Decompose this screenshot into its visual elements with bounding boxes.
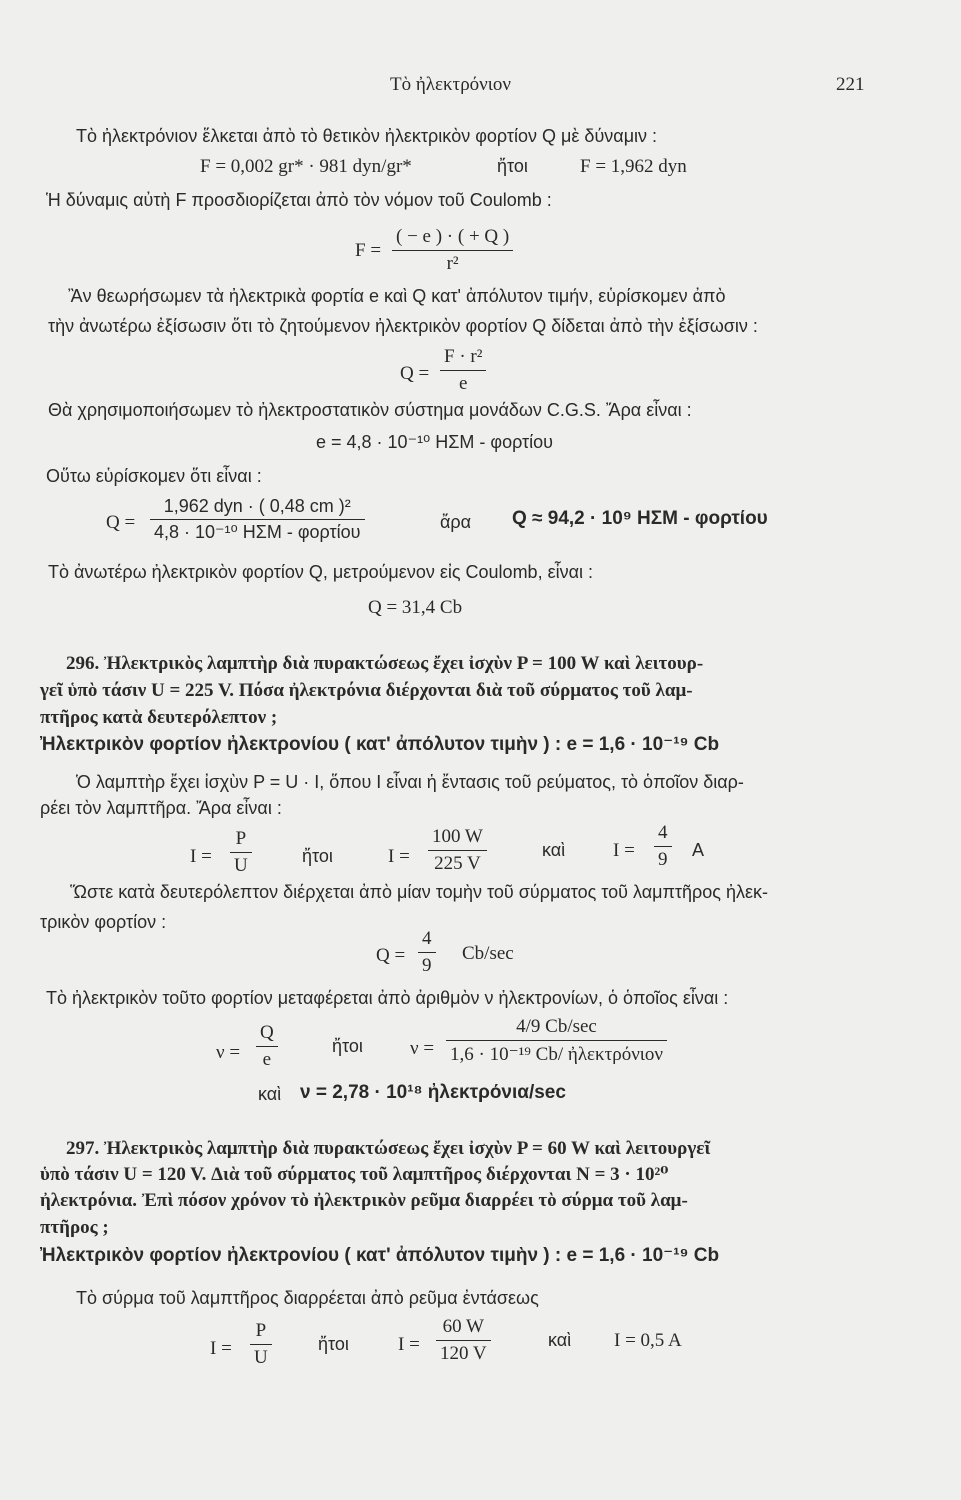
denominator: 225 V bbox=[434, 853, 481, 874]
denominator: e bbox=[262, 1049, 272, 1070]
numerator: Q bbox=[260, 1022, 274, 1043]
text-line: ρέει τὸν λαμπτῆρα. Ἄρα εἶναι : bbox=[40, 798, 282, 818]
equation-lhs: Q = bbox=[106, 512, 136, 533]
equation-lhs: Q = bbox=[376, 945, 406, 966]
fraction-i2 bbox=[436, 1316, 491, 1365]
problem-297-line: πτῆρος ; bbox=[40, 1217, 109, 1238]
result: ν = 2,78 · 10¹⁸ ἠλεκτρόνια/sec bbox=[300, 1082, 566, 1103]
fraction-coulomb bbox=[392, 226, 513, 275]
text-word: ἄρα bbox=[440, 512, 472, 532]
running-title: Τὸ ἠλεκτρόνιον bbox=[390, 74, 511, 95]
equation: F = 1,962 dyn bbox=[580, 156, 687, 177]
fraction-nu bbox=[256, 1022, 278, 1071]
equation: I = 0,5 A bbox=[614, 1330, 682, 1351]
text-word: καὶ bbox=[258, 1084, 282, 1104]
numerator: P bbox=[255, 1320, 267, 1341]
text-line: Θὰ χρησιμοποιήσωμεν τὸ ἠλεκτροστατικὸν σύστημα μονάδων C.G.S. Ἄρα εἶναι : bbox=[48, 400, 692, 420]
equation-lhs: I = bbox=[190, 846, 212, 867]
problem-297-given: Ἠλεκτρικὸν φορτίον ἠλεκτρονίου ( κατ' ἀπόλυτον τιμὴν ) : e = 1,6 · 10⁻¹⁹ Cb bbox=[40, 1245, 720, 1266]
denominator: e bbox=[458, 373, 468, 394]
numerator: 60 W bbox=[442, 1316, 484, 1337]
text-line: Οὕτω εὑρίσκομεν ὅτι εἶναι : bbox=[46, 466, 262, 486]
text-word: ἤτοι bbox=[497, 156, 528, 176]
equation: Q = 31,4 Cb bbox=[368, 597, 463, 618]
fraction-i3 bbox=[654, 822, 672, 871]
fraction-qq bbox=[418, 928, 436, 977]
numerator: 4 bbox=[658, 822, 668, 843]
denominator: 9 bbox=[422, 955, 432, 976]
numerator: P bbox=[235, 828, 247, 849]
text-word: καὶ bbox=[548, 1330, 572, 1350]
numerator: 1,962 dyn · ( 0,48 cm )² bbox=[163, 496, 351, 516]
equation-lhs: ν = bbox=[410, 1038, 435, 1059]
page-number: 221 bbox=[836, 74, 865, 95]
text-word: ἤτοι bbox=[332, 1036, 363, 1056]
problem-296-given: Ἠλεκτρικὸν φορτίον ἠλεκτρονίου ( κατ' ἀπόλυτον τιμὴν ) : e = 1,6 · 10⁻¹⁹ Cb bbox=[40, 734, 720, 755]
numerator: ( − e ) · ( + Q ) bbox=[396, 226, 510, 247]
text-line: Τὸ ἀνωτέρω ἠλεκτρικὸν φορτίον Q, μετρούμενον εἰς Coulomb, εἶναι : bbox=[48, 562, 594, 582]
equation-lhs: ν = bbox=[216, 1042, 241, 1063]
denominator: 1,6 · 10⁻¹⁹ Cb/ ἠλεκτρόνιον bbox=[450, 1044, 663, 1065]
numerator: 4 bbox=[422, 928, 432, 949]
unit: A bbox=[692, 840, 705, 860]
equation: F = 0,002 gr* · 981 dyn/gr* bbox=[200, 156, 412, 177]
text-word: ἤτοι bbox=[318, 1334, 349, 1354]
fraction-i bbox=[250, 1320, 272, 1369]
numerator: 100 W bbox=[432, 826, 483, 847]
text-line: Ὁ λαμπτὴρ ἔχει ἰσχὺν P = U · I, ὅπου I εἶναι ἡ ἔντασις τοῦ ρεύματος, τὸ ὁποῖον διαρ- bbox=[76, 772, 744, 792]
fraction-q2 bbox=[150, 496, 365, 543]
denominator: U bbox=[234, 855, 248, 876]
text-line: Τὸ ἠλεκτρόνιον ἕλκεται ἀπὸ τὸ θετικὸν ἠλεκτρικὸν φορτίον Q μὲ δύναμιν : bbox=[76, 126, 658, 146]
text-line: τὴν ἀνωτέρω ἐξίσωσιν ὅτι τὸ ζητούμενον ἠλεκτρικὸν φορτίον Q δίδεται ἀπὸ τὴν ἐξίσωσιν : bbox=[48, 316, 758, 336]
denominator: 4,8 · 10⁻¹⁰ ΗΣΜ - φορτίου bbox=[154, 522, 361, 542]
numerator: F · r² bbox=[444, 346, 483, 367]
numerator: 4/9 Cb/sec bbox=[516, 1016, 597, 1037]
problem-296-line: γεῖ ὑπὸ τάσιν U = 225 V. Πόσα ἠλεκτρόνια διέρχονται διὰ τοῦ σύρματος τοῦ λαμ- bbox=[40, 680, 693, 701]
problem-297-line: ὑπὸ τάσιν U = 120 V. Διὰ τοῦ σύρματος τοῦ λαμπτῆρος διέρχονται N = 3 · 10²⁰ bbox=[40, 1164, 669, 1185]
text-line: τρικὸν φορτίον : bbox=[40, 912, 167, 932]
text-line: Τὸ ἠλεκτρικὸν τοῦτο φορτίον μεταφέρεται ἀπὸ ἀριθμὸν ν ἠλεκτρονίων, ὁ ὁποῖος εἶναι : bbox=[46, 988, 729, 1008]
text-word: ἤτοι bbox=[302, 846, 333, 866]
unit: Cb/sec bbox=[462, 943, 514, 964]
fraction-nu2 bbox=[446, 1016, 667, 1066]
fraction-i2 bbox=[428, 826, 487, 875]
denominator: U bbox=[254, 1347, 268, 1368]
denominator: 120 V bbox=[440, 1343, 487, 1364]
equation-lhs: F = bbox=[355, 240, 382, 261]
equation: e = 4,8 · 10⁻¹⁰ ΗΣΜ - φορτίου bbox=[316, 432, 554, 452]
text-line: Ὥστε κατὰ δευτερόλεπτον διέρχεται ἀπὸ μίαν τομὴν τοῦ σύρματος τοῦ λαμπτῆρος ἠλεκ- bbox=[70, 882, 768, 902]
text-line: Ἂν θεωρήσωμεν τὰ ἠλεκτρικὰ φορτία e καὶ Q κατ' ἀπόλυτον τιμήν, εὑρίσκομεν ἀπὸ bbox=[68, 286, 726, 306]
problem-296-line: πτῆρος κατὰ δευτερόλεπτον ; bbox=[40, 707, 278, 728]
problem-296-line: 296. Ἠλεκτρικὸς λαμπτὴρ διὰ πυρακτώσεως ἔχει ἰσχὺν P = 100 W καὶ λειτουρ- bbox=[66, 653, 704, 674]
equation-lhs: I = bbox=[388, 846, 410, 867]
equation-lhs: I = bbox=[398, 1334, 420, 1355]
denominator: r² bbox=[446, 253, 459, 274]
denominator: 9 bbox=[658, 849, 668, 870]
text-word: καὶ bbox=[542, 840, 566, 860]
problem-297-line: ἠλεκτρόνια. Ἐπὶ πόσον χρόνον τὸ ἠλεκτρικὸν ρεῦμα διαρρέει τὸ σύρμα τοῦ λαμ- bbox=[40, 1190, 688, 1211]
text-line: Τὸ σύρμα τοῦ λαμπτῆρος διαρρέεται ἀπὸ ρεῦμα ἐντάσεως bbox=[76, 1288, 539, 1308]
fraction-q bbox=[440, 346, 486, 395]
text-line: Ἡ δύναμις αὐτὴ F προσδιορίζεται ἀπὸ τὸν νόμον τοῦ Coulomb : bbox=[46, 190, 552, 210]
fraction-i bbox=[230, 828, 252, 877]
result: Q ≈ 94,2 · 10⁹ ΗΣΜ - φορτίου bbox=[512, 508, 768, 529]
equation-lhs: I = bbox=[613, 840, 635, 861]
equation-lhs: I = bbox=[210, 1338, 232, 1359]
equation-lhs: Q = bbox=[400, 363, 430, 384]
problem-297-line: 297. Ἠλεκτρικὸς λαμπτὴρ διὰ πυρακτώσεως ἔχει ἰσχὺν P = 60 W καὶ λειτουργεῖ bbox=[66, 1138, 711, 1159]
